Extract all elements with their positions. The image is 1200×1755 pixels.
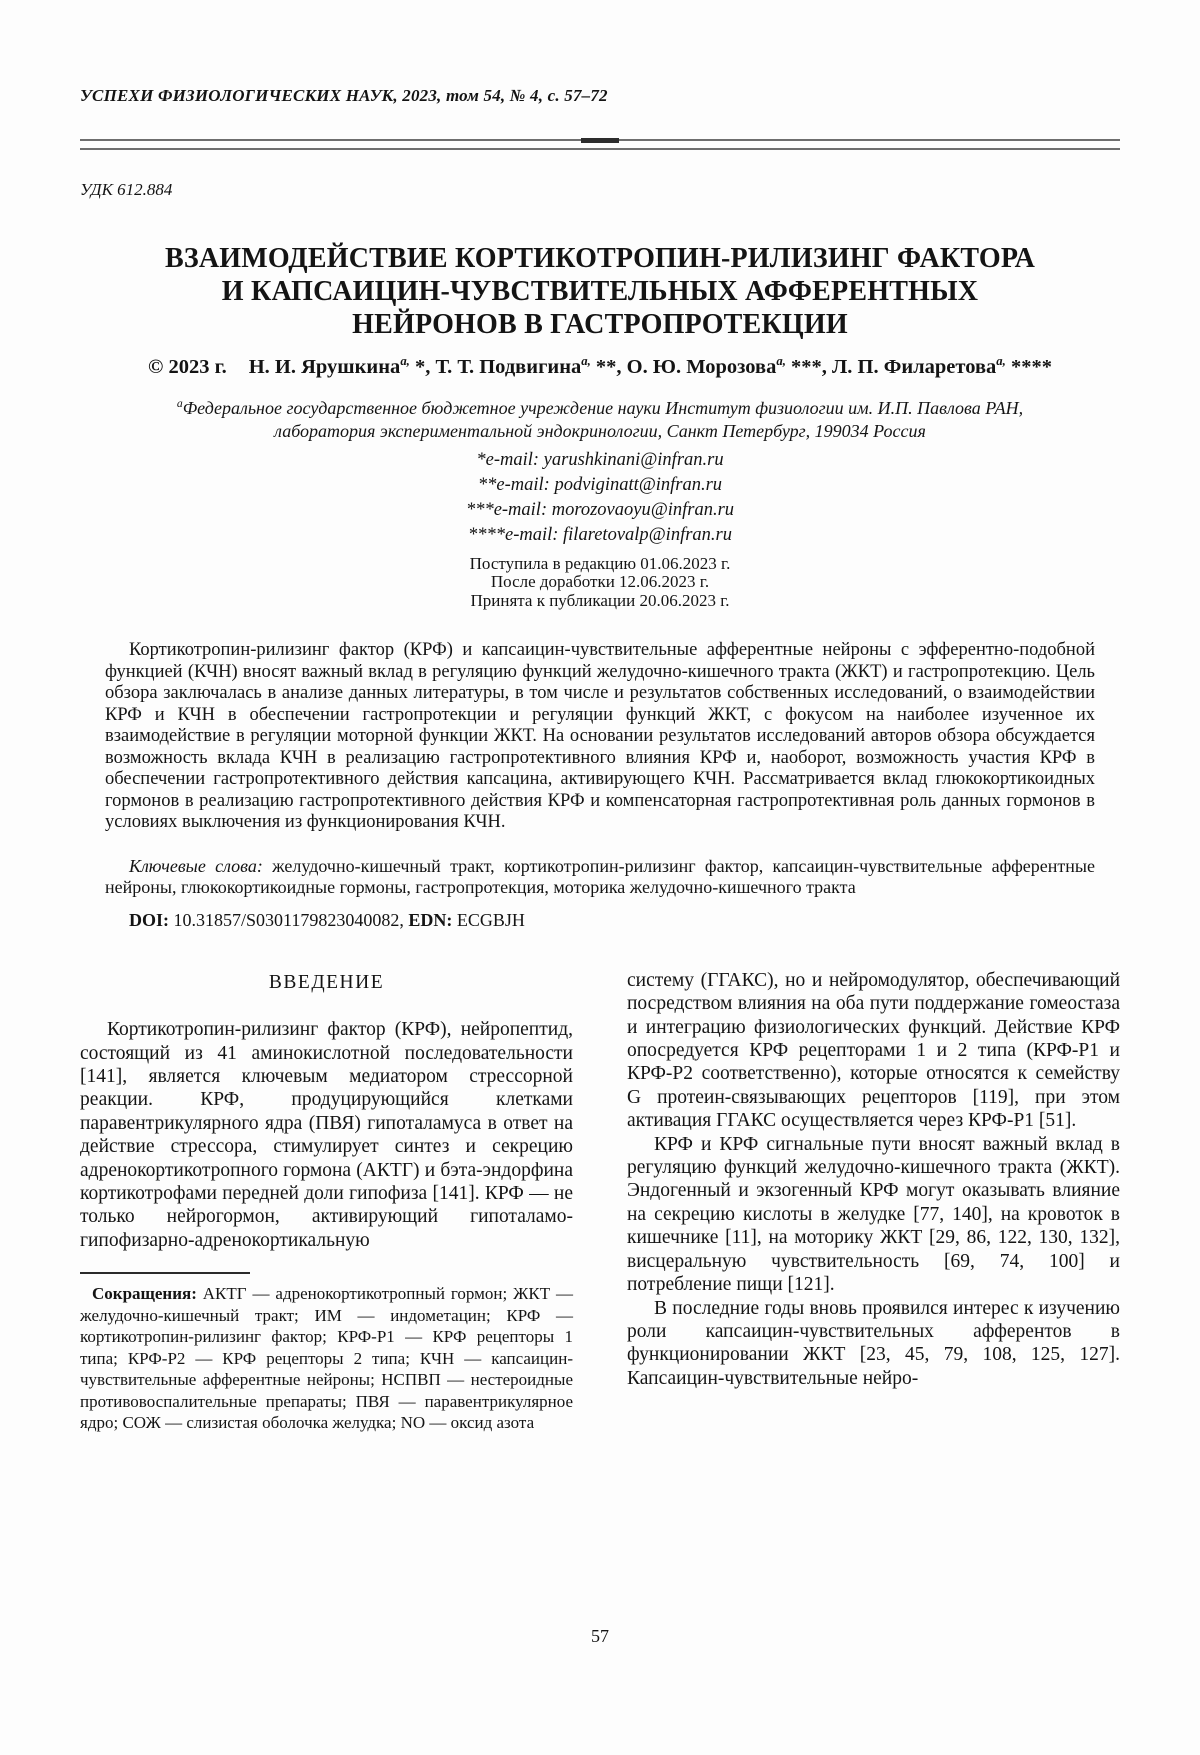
affiliation-line-2: лаборатория экспериментальной эндокринологии, Санкт Петербург, 199034 Россия [274, 420, 926, 441]
email-line-2: **e-mail: podviginatt@infran.ru [477, 474, 723, 495]
body-paragraph: КРФ и КРФ сигнальные пути вносят важный вклад в регуляцию функций желудочно-кишечного тракта (ЖКТ). Эндогенный и экзогенный КРФ могут оказывать влияние на секрецию кислоты в желудке [77, 140], на кровоток в кишечнике [11], на моторику ЖКТ [29, 86, 122, 130, 132], висцеральную чувствительность [69, 74, 100] и потребление пищи [121]. [627, 1133, 1120, 1296]
author-1-affiliation-mark: а, [400, 354, 410, 368]
email-line-1: *e-mail: yarushkinani@infran.ru [476, 449, 724, 470]
footnote-divider [80, 1272, 250, 1274]
keywords-label: Ключевые слова: [129, 855, 263, 876]
section-heading-introduction: ВВЕДЕНИЕ [268, 971, 385, 993]
emails-block [80, 448, 1120, 548]
submission-dates [80, 555, 1120, 611]
email-line-4: ****e-mail: filaretovalp@infran.ru [467, 524, 732, 545]
page-number: 57 [591, 1626, 609, 1646]
accepted-date: Принята к публикации 20.06.2023 г. [470, 590, 730, 610]
udc-code: УДК 612.884 [80, 180, 173, 199]
header-divider [80, 139, 1120, 150]
edn-label: EDN: [408, 909, 453, 930]
author-4: Л. П. Филаретова$^{а,}$ **** [832, 354, 1052, 378]
title-line-1: ВЗАИМОДЕЙСТВИЕ КОРТИКОТРОПИН-РИЛИЗИНГ ФАКТОРА [164, 243, 1036, 274]
received-date: Поступила в редакцию 01.06.2023 г. [469, 553, 731, 573]
doi-line: DOI: 10.31857/S0301179823040082, EDN: ECGBJH [129, 909, 525, 930]
doi-label: DOI: [129, 909, 169, 930]
paper-page [0, 86, 1200, 1434]
affiliation [80, 392, 1120, 443]
body-paragraph: В последние годы вновь проявился интерес к изучению роли капсаицин-чувствительных афферентов в функционировании ЖКТ [23, 45, 79, 108, 125, 127]. Капсаицин-чувствительные нейро- [627, 1297, 1120, 1389]
email-line-3: ***e-mail: morozovaoyu@infran.ru [465, 499, 735, 520]
journal-header: УСПЕХИ ФИЗИОЛОГИЧЕСКИХ НАУК, 2023, том 54, № 4, с. 57–72 [80, 86, 608, 105]
author-3: О. Ю. Морозова$^{а,}$ ***, [626, 354, 833, 378]
left-column [80, 969, 573, 1434]
keywords [105, 856, 1095, 899]
title-line-3: НЕЙРОНОВ В ГАСТРОПРОТЕКЦИИ [352, 309, 848, 340]
abstract: Кортикотропин-рилизинг фактор (КРФ) и капсаицин-чувствительные афферентные нейроны с эфферентно-подобной функцией (КЧН) вносят важный вклад в регуляцию функций желудочно-кишечного тракта (ЖКТ) и гастропротекцию. Цель обзора заключалась в анализе данных литературы, в том числе и результатов собственных исследований, о взаимодействии КРФ и КЧН в обеспечении гастропротекции и регуляции функций ЖКТ, с фокусом на наиболее изученное их взаимодействие в регуляции моторной функции ЖКТ. На основании результатов исследований авторов обзора обсуждается возможность вклада КЧН в реализацию гастропротективного влияния КРФ и, наоборот, возможность участия КРФ в обеспечении гастропротективного действия капсацина, активирующего КЧН. Рассматривается вклад глюкокортикоидных гормонов в реализацию гастропротективного действия КРФ и компенсаторная гастропротективная роль данных гормонов в условиях выключения из функционирования КЧН. [105, 640, 1095, 833]
author-4-affiliation-mark: а, [996, 354, 1006, 368]
author-2-affiliation-mark: а, [581, 354, 591, 368]
keywords-text: желудочно-кишечный тракт, кортикотропин-рилизинг фактор, капсаицин-чувствительные афферентные нейроны, глюкокортикоидные гормоны, гастропротекция, моторика желудочно-кишечного тракта [105, 855, 1095, 898]
affiliation-line-1: $^а$Федеральное государственное бюджетное учреждение науки Институт физиологии им. И.П. Павлова РАН, [176, 396, 1024, 418]
right-column [627, 969, 1120, 1434]
divider-center-mark [581, 138, 619, 143]
abbreviations-label: Сокращения: [92, 1284, 197, 1304]
author-2-email-mark: ** [590, 355, 617, 378]
author-2: Т. Т. Подвигина$^{а,}$ **, [435, 354, 627, 378]
doi-value: 10.31857/S0301179823040082 [169, 909, 400, 930]
abbreviations-text: АКТГ — адренокортикотропный гормон; ЖКТ — желудочно-кишечный тракт; ИМ — индометацин; КРФ — кортикотропин-рилизинг фактор; КРФ-Р1 — КРФ рецепторы 1 типа; КРФ-Р2 — КРФ рецепторы 2 типа; КЧН — капсаицин-чувствительные афферентные нейроны; НСПВП — нестероидные противовоспалительные препараты; ПВЯ — паравентрикулярное ядро; СОЖ — слизистая оболочка желудка; NO — оксид азота [80, 1284, 573, 1433]
authors-line [80, 354, 1120, 379]
author-4-email-mark: **** [1005, 355, 1052, 378]
title-line-2: И КАПСАИЦИН-ЧУВСТВИТЕЛЬНЫХ АФФЕРЕНТНЫХ [221, 276, 979, 307]
two-column-body [80, 969, 1120, 1434]
author-1: Н. И. Ярушкина$^{а,}$ *, [248, 354, 436, 378]
affiliation-mark: а [176, 396, 183, 410]
abbreviations-footnote [80, 1283, 573, 1434]
revised-date: После доработки 12.06.2023 г. [490, 572, 710, 592]
author-1-email-mark: * [409, 355, 426, 378]
article-title [80, 242, 1120, 341]
author-3-email-mark: *** [785, 355, 822, 378]
edn-value: ECGBJH [452, 909, 525, 930]
body-paragraph: систему (ГГАКС), но и нейромодулятор, обеспечивающий посредством влияния на оба пути поддержание гомеостаза и интеграцию физиологических функций. Действие КРФ опосредуется КРФ рецепторами 1 и 2 типа (КРФ-Р1 и КРФ-Р2 соответственно), которые относятся к семейству G протеин-связывающих рецепторов [119], при этом активация ГГАКС осуществляется через КРФ-Р1 [51]. [627, 969, 1120, 1132]
copyright-year: © 2023 г. [148, 355, 227, 378]
author-3-affiliation-mark: а, [776, 354, 786, 368]
intro-paragraph: Кортикотропин-рилизинг фактор (КРФ), нейропептид, состоящий из 41 аминокислотной последовательности [141], является ключевым медиатором стрессорной реакции. КРФ, продуцирующийся клетками паравентрикулярного ядра (ПВЯ) гипоталамуса в ответ на действие стрессора, стимулирует синтез и секрецию адренокортикотропного гормона (АКТГ) и бэта-эндорфина кортикотрофами передней доли гипофиза [141]. КРФ — не только нейрогормон, активирующий гипоталамо-гипофизарно-адренокортикальную [80, 1019, 573, 1251]
